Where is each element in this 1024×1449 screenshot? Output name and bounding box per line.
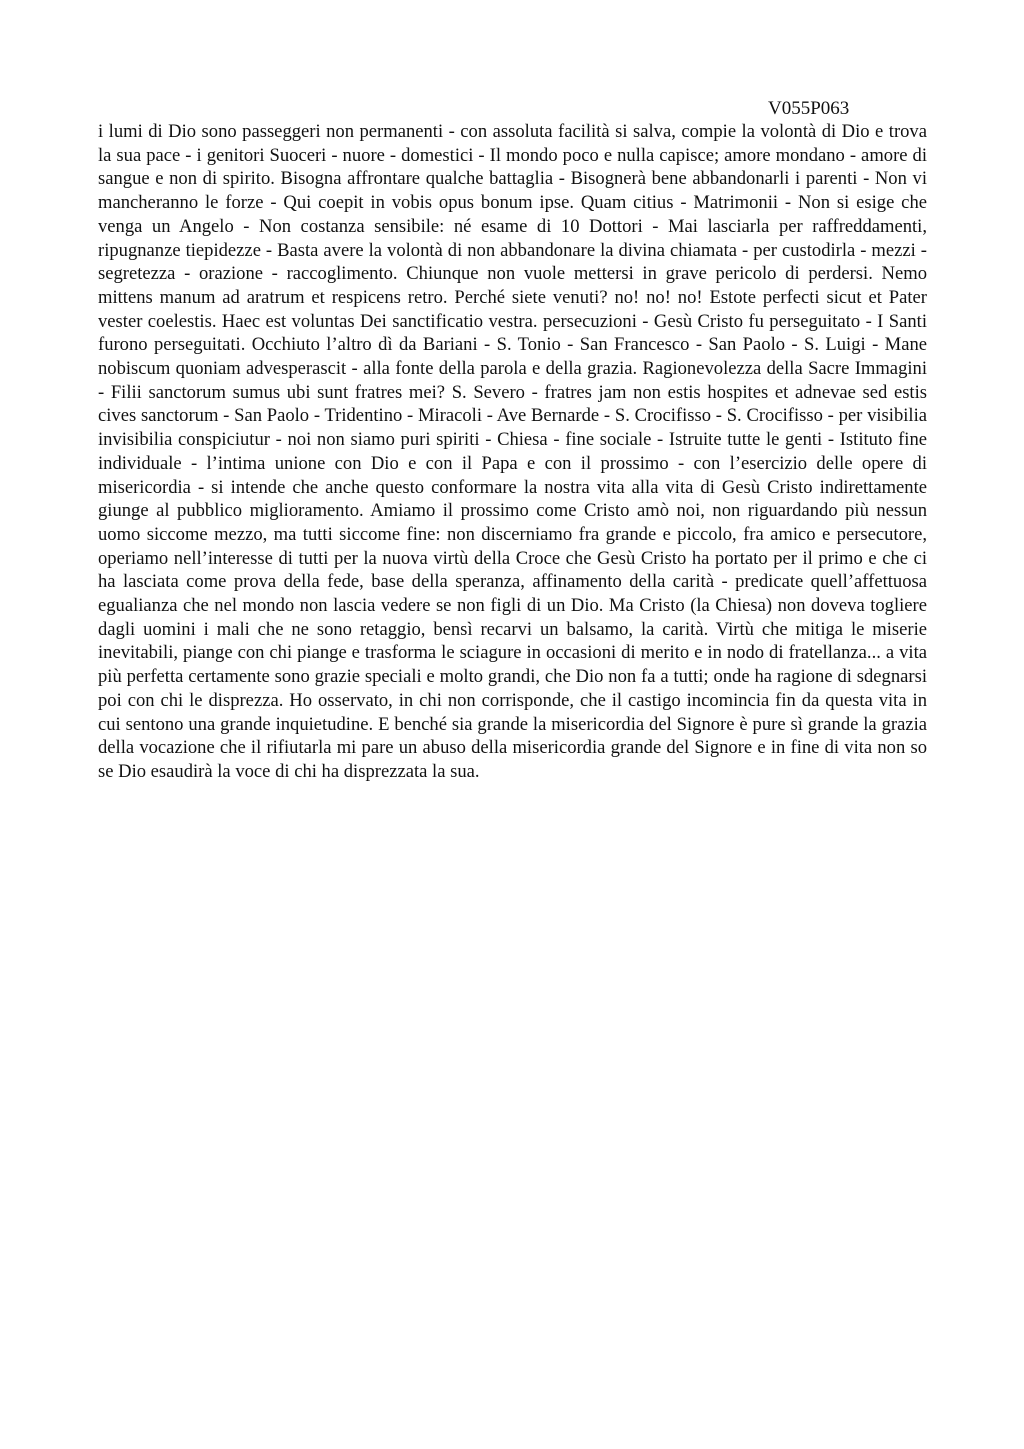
body-paragraph: i lumi di Dio sono passeggeri non permanenti - con assoluta facilità si salva, compie la volontà di Dio e trova la sua pace - i genitori Suoceri - nuore - domestici - Il mondo poco e nulla capisce; amore mondano - amore di sangue e non di spirito. Bisogna affrontare qualche battaglia - Bisognerà bene abbandonarli i parenti - Non vi mancheranno le forze - Qui coepit in vobis opus bonum ipse. Quam citius - Matrimonii - Non si esige che venga un Angelo - Non costanza sensibile: né esame di 10 Dottori - Mai lasciarla per raffreddamenti, ripugnanze tiepidezze - Basta avere la volontà di non abbandonare la divina chiamata - per custodirla - mezzi - segretezza - orazione - raccoglimento. Chiunque non vuole mettersi in grave pericolo di perdersi. Nemo mittens manum ad aratrum et respicens retro. Perché siete venuti? no! no! no! Estote perfecti sicut et Pater vester coelestis. Haec est voluntas Dei sanctificatio vestra. persecuzioni - Gesù Cristo fu perseguitato - I Santi furono perseguitati. Occhiuto l’altro dì da Bariani - S. Tonio - San Francesco - San Paolo - S. Luigi - Mane nobiscum quoniam advesperascit - alla fonte della parola e della grazia. Ragionevolezza della Sacre Immagini - Filii sanctorum sumus ubi sunt fratres mei? S. Severo - fratres jam non estis hospites et adnevae sed estis cives sanctorum - San Paolo - Tridentino - Miracoli - Ave Bernarde - S. Crocifisso - S. Crocifisso - per visibilia invisibilia conspiciutur - noi non siamo puri spiriti - Chiesa - fine sociale - Istruite tutte le genti - Istituto fine individuale - l’intima unione con Dio e con il Papa e con il prossimo - con l’esercizio delle opere di misericordia - si intende che anche questo conformare la nostra vita alla vita di Gesù Cristo indirettamente giunge al pubblico miglioramento. Amiamo il prossimo come Cristo amò noi, non riguardando più nessun uomo siccome mezzo, ma tutti siccome fine: non discerniamo fra grande e piccolo, fra amico e persecutore, operiamo nell’interesse di tutti per la nuova virtù della Croce che Gesù Cristo ha portato per il primo e che ci ha lasciata come prova della fede, base della speranza, affinamento della carità - predicate quell’affettuosa egualianza che nel mondo non lascia vedere se non figli di un Dio. Ma Cristo (la Chiesa) non doveva togliere dagli uomini i mali che ne sono retaggio, bensì recarvi un balsamo, la carità. Virtù che mitiga le miserie inevitabili, piange con chi piange e trasforma le sciagure in occasioni di merito e in nodo di fratellanza... a vita più perfetta certamente sono grazie speciali e molto grandi, che Dio non fa a tutti; onde ha ragione di sdegnarsi poi con chi le disprezza. Ho osservato, in chi non corrisponde, che il castigo incomincia fin da questa vita in cui sentono una grande inquietudine. E benché sia grande la misericordia del Signore è pure sì grande la grazia della vocazione che il rifiutarla mi pare un abuso della misericordia grande del Signore e in fine di vita non so se Dio esaudirà la voce di chi ha disprezzata la sua.: [98, 121, 927, 782]
page-identifier: V055P063: [768, 98, 850, 119]
